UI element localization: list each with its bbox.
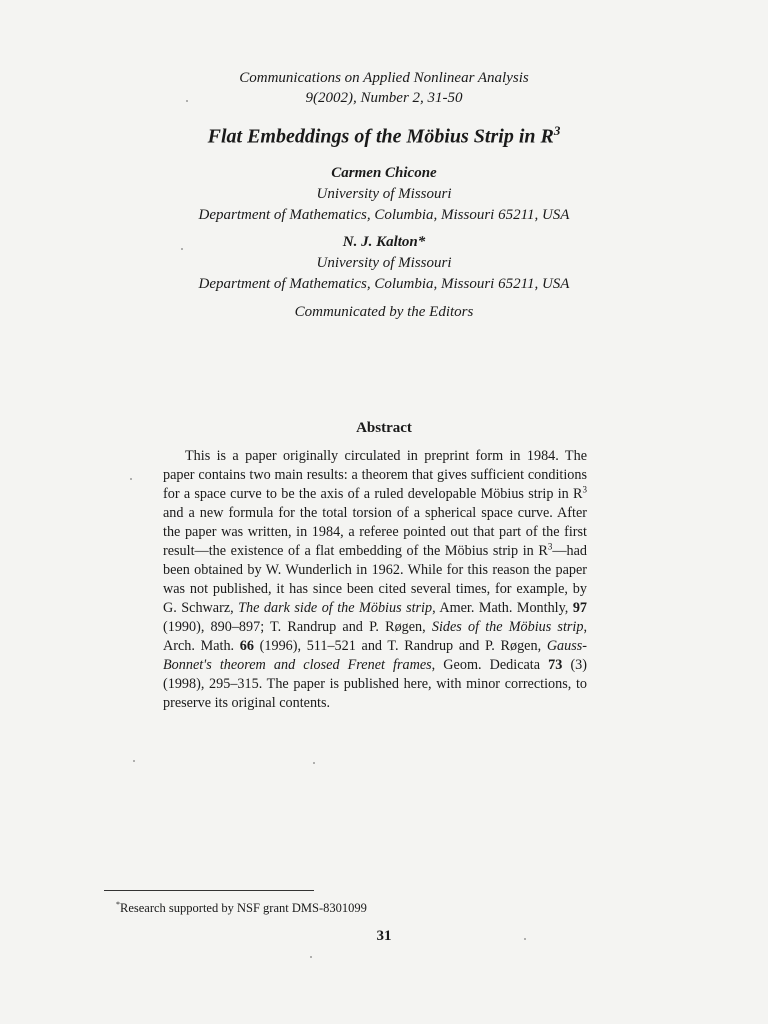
reference-journal: , Geom. Dedicata — [431, 657, 549, 673]
scan-speck — [186, 100, 188, 102]
abstract-heading: Abstract — [356, 420, 412, 436]
footnote-text: Research supported by NSF grant DMS-8301099 — [120, 901, 367, 916]
reference-title: The dark side of the Möbius strip — [238, 600, 433, 616]
reference-rest: (1996), 511–521 and T. Randrup and P. Røgen, — [253, 638, 547, 654]
scan-speck — [130, 478, 132, 480]
reference-volume: 97 — [572, 600, 588, 616]
author-department: Department of Mathematics, Columbia, Missouri 65211, USA — [198, 276, 570, 292]
author-university: University of Missouri — [316, 186, 452, 202]
reference-journal: , Amer. Math. Monthly, — [432, 600, 573, 616]
scan-speck — [181, 248, 183, 250]
scan-speck — [310, 956, 312, 958]
reference-title: Sides of the Möbius strip — [431, 619, 584, 635]
author-name-text: N. J. Kalton — [342, 234, 418, 250]
page-number: 31 — [376, 928, 392, 944]
scan-speck — [313, 762, 315, 764]
author-block-2 — [0, 232, 768, 295]
superscript: 3 — [582, 484, 587, 495]
author-footnote-marker: * — [417, 234, 426, 250]
author-university: University of Missouri — [316, 255, 452, 271]
author-block-1 — [0, 163, 768, 226]
superscript: 3 — [547, 541, 553, 552]
author-department: Department of Mathematics, Columbia, Missouri 65211, USA — [198, 207, 570, 223]
title-superscript: 3 — [553, 123, 561, 138]
journal-issue: 9(2002), Number 2, 31-50 — [305, 90, 463, 106]
abstract-text: This is a paper originally circulated in preprint form in 1984. The paper contains two main results: a theorem that gives sufficient conditions for a space curve to be the axis of a ruled developable Möbius strip in R — [163, 448, 587, 502]
reference-volume: 66 — [239, 638, 254, 654]
journal-header — [0, 68, 768, 108]
abstract-text: and a new formula for the total torsion of a spherical space curve. After the paper was written, in 1984, a referee pointed out that part of the first result—the existence of a flat embedding of the Möbius strip in R — [163, 505, 587, 559]
abstract-body — [163, 447, 587, 713]
reference-title: Gauss-Bonnet's theorem and closed Frenet frames — [163, 638, 588, 673]
scan-speck — [524, 938, 526, 940]
communicated-by: Communicated by the Editors — [294, 304, 474, 320]
reference-rest: (3)(1998), 295–315. The paper is published here, with minor corrections, to preserve its original contents. — [163, 657, 587, 711]
footnote — [116, 900, 367, 916]
footnote-marker: * — [116, 900, 120, 909]
author-name — [0, 232, 768, 253]
footnote-rule — [104, 890, 314, 891]
reference-volume: 73 — [548, 657, 563, 673]
scan-speck — [133, 760, 135, 762]
paper-title — [0, 123, 768, 149]
author-name: Carmen Chicone — [331, 165, 437, 181]
title-text: Flat Embeddings of the Möbius Strip in R — [207, 125, 554, 148]
abstract-text: —had been obtained by W. Wunderlich in 1962. While for this reason the paper was not published, it has since been cited several times, for example, by G. Schwarz, — [163, 543, 587, 616]
journal-name: Communications on Applied Nonlinear Analysis — [239, 70, 529, 86]
reference-journal: , Arch. Math. — [163, 619, 588, 654]
reference-rest: (1990), 890–897; T. Randrup and P. Røgen, — [163, 619, 432, 635]
